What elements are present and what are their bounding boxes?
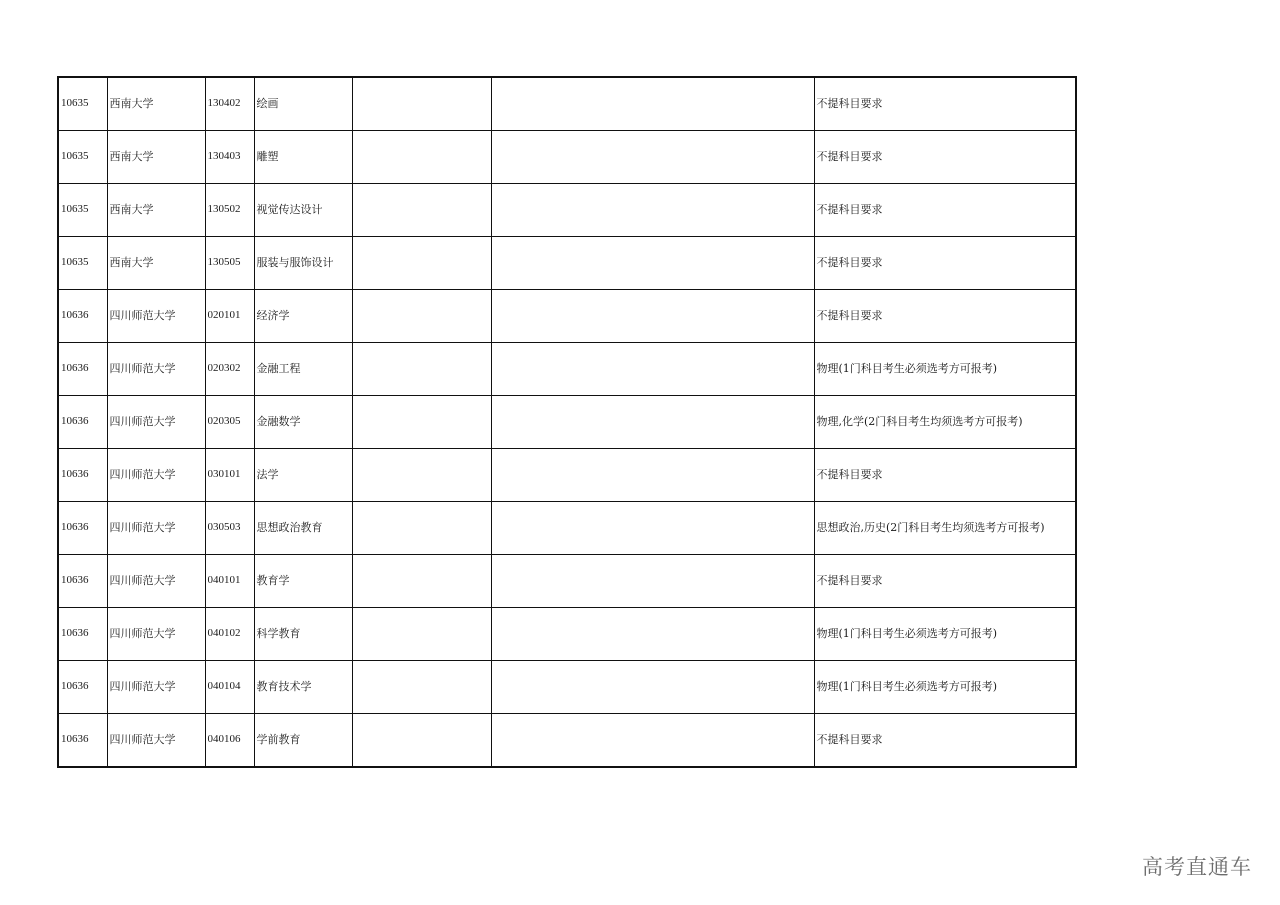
major-name-cell: 服装与服饰设计 [254, 237, 352, 290]
table-row [58, 131, 1076, 184]
major-name-cell: 法学 [254, 449, 352, 502]
subject-requirement-cell: 思想政治,历史(2门科目考生均须选考方可报考) [814, 502, 1076, 555]
school-code-cell: 10635 [58, 237, 107, 290]
school-code-cell: 10636 [58, 396, 107, 449]
empty-cell [352, 502, 491, 555]
subject-requirement-cell: 不提科目要求 [814, 77, 1076, 131]
school-name-cell: 四川师范大学 [107, 555, 205, 608]
empty-cell [491, 184, 814, 237]
empty-cell [352, 343, 491, 396]
major-name-cell: 教育学 [254, 555, 352, 608]
major-name-cell: 金融数学 [254, 396, 352, 449]
school-name-cell: 四川师范大学 [107, 449, 205, 502]
empty-cell [491, 449, 814, 502]
major-code-cell: 020305 [205, 396, 254, 449]
table-row [58, 555, 1076, 608]
subject-requirement-cell: 不提科目要求 [814, 237, 1076, 290]
empty-cell [491, 131, 814, 184]
empty-cell [352, 714, 491, 768]
subject-requirement-cell: 不提科目要求 [814, 555, 1076, 608]
empty-cell [352, 290, 491, 343]
table-row [58, 77, 1076, 131]
school-code-cell: 10636 [58, 555, 107, 608]
school-name-cell: 四川师范大学 [107, 290, 205, 343]
empty-cell [491, 290, 814, 343]
school-code-cell: 10636 [58, 290, 107, 343]
major-code-cell: 040106 [205, 714, 254, 768]
major-code-cell: 040102 [205, 608, 254, 661]
school-name-cell: 西南大学 [107, 237, 205, 290]
major-name-cell: 绘画 [254, 77, 352, 131]
subject-requirement-cell: 物理,化学(2门科目考生均须选考方可报考) [814, 396, 1076, 449]
subject-requirement-cell: 不提科目要求 [814, 290, 1076, 343]
major-name-cell: 视觉传达设计 [254, 184, 352, 237]
subject-requirement-cell: 物理(1门科目考生必须选考方可报考) [814, 343, 1076, 396]
watermark-text: 高考直通车 [1142, 855, 1252, 879]
school-name-cell: 四川师范大学 [107, 396, 205, 449]
major-code-cell: 040101 [205, 555, 254, 608]
major-code-cell: 020302 [205, 343, 254, 396]
empty-cell [352, 77, 491, 131]
table-row [58, 502, 1076, 555]
empty-cell [491, 555, 814, 608]
major-name-cell: 经济学 [254, 290, 352, 343]
major-code-cell: 130502 [205, 184, 254, 237]
table-row [58, 714, 1076, 768]
empty-cell [352, 184, 491, 237]
major-name-cell: 科学教育 [254, 608, 352, 661]
major-code-cell: 020101 [205, 290, 254, 343]
school-name-cell: 西南大学 [107, 131, 205, 184]
subject-requirement-cell: 物理(1门科目考生必须选考方可报考) [814, 661, 1076, 714]
major-name-cell: 金融工程 [254, 343, 352, 396]
empty-cell [352, 661, 491, 714]
major-code-cell: 130402 [205, 77, 254, 131]
table-row [58, 184, 1076, 237]
major-code-cell: 030503 [205, 502, 254, 555]
school-code-cell: 10636 [58, 661, 107, 714]
subject-requirements-table [57, 76, 1077, 768]
table-row [58, 661, 1076, 714]
school-code-cell: 10636 [58, 449, 107, 502]
subject-requirement-cell: 不提科目要求 [814, 714, 1076, 768]
major-name-cell: 学前教育 [254, 714, 352, 768]
subject-requirement-cell: 不提科目要求 [814, 131, 1076, 184]
table-row [58, 237, 1076, 290]
empty-cell [491, 237, 814, 290]
major-code-cell: 130403 [205, 131, 254, 184]
empty-cell [352, 131, 491, 184]
school-code-cell: 10636 [58, 502, 107, 555]
empty-cell [491, 396, 814, 449]
subject-requirement-cell: 不提科目要求 [814, 449, 1076, 502]
school-name-cell: 四川师范大学 [107, 661, 205, 714]
school-code-cell: 10636 [58, 608, 107, 661]
school-code-cell: 10636 [58, 714, 107, 768]
major-code-cell: 040104 [205, 661, 254, 714]
table-body [58, 77, 1076, 767]
school-name-cell: 四川师范大学 [107, 608, 205, 661]
table-row [58, 343, 1076, 396]
school-code-cell: 10635 [58, 184, 107, 237]
school-name-cell: 四川师范大学 [107, 343, 205, 396]
school-code-cell: 10636 [58, 343, 107, 396]
empty-cell [352, 555, 491, 608]
major-name-cell: 教育技术学 [254, 661, 352, 714]
table-row [58, 290, 1076, 343]
empty-cell [491, 343, 814, 396]
table-row [58, 449, 1076, 502]
major-name-cell: 雕塑 [254, 131, 352, 184]
school-name-cell: 西南大学 [107, 184, 205, 237]
empty-cell [352, 396, 491, 449]
school-name-cell: 四川师范大学 [107, 502, 205, 555]
empty-cell [491, 608, 814, 661]
table-row [58, 608, 1076, 661]
subject-requirement-cell: 物理(1门科目考生必须选考方可报考) [814, 608, 1076, 661]
table-row [58, 396, 1076, 449]
major-code-cell: 030101 [205, 449, 254, 502]
empty-cell [491, 77, 814, 131]
major-name-cell: 思想政治教育 [254, 502, 352, 555]
subject-requirement-cell: 不提科目要求 [814, 184, 1076, 237]
empty-cell [352, 237, 491, 290]
empty-cell [352, 608, 491, 661]
empty-cell [491, 502, 814, 555]
school-code-cell: 10635 [58, 131, 107, 184]
school-name-cell: 四川师范大学 [107, 714, 205, 768]
school-name-cell: 西南大学 [107, 77, 205, 131]
empty-cell [352, 449, 491, 502]
major-code-cell: 130505 [205, 237, 254, 290]
empty-cell [491, 661, 814, 714]
school-code-cell: 10635 [58, 77, 107, 131]
empty-cell [491, 714, 814, 768]
